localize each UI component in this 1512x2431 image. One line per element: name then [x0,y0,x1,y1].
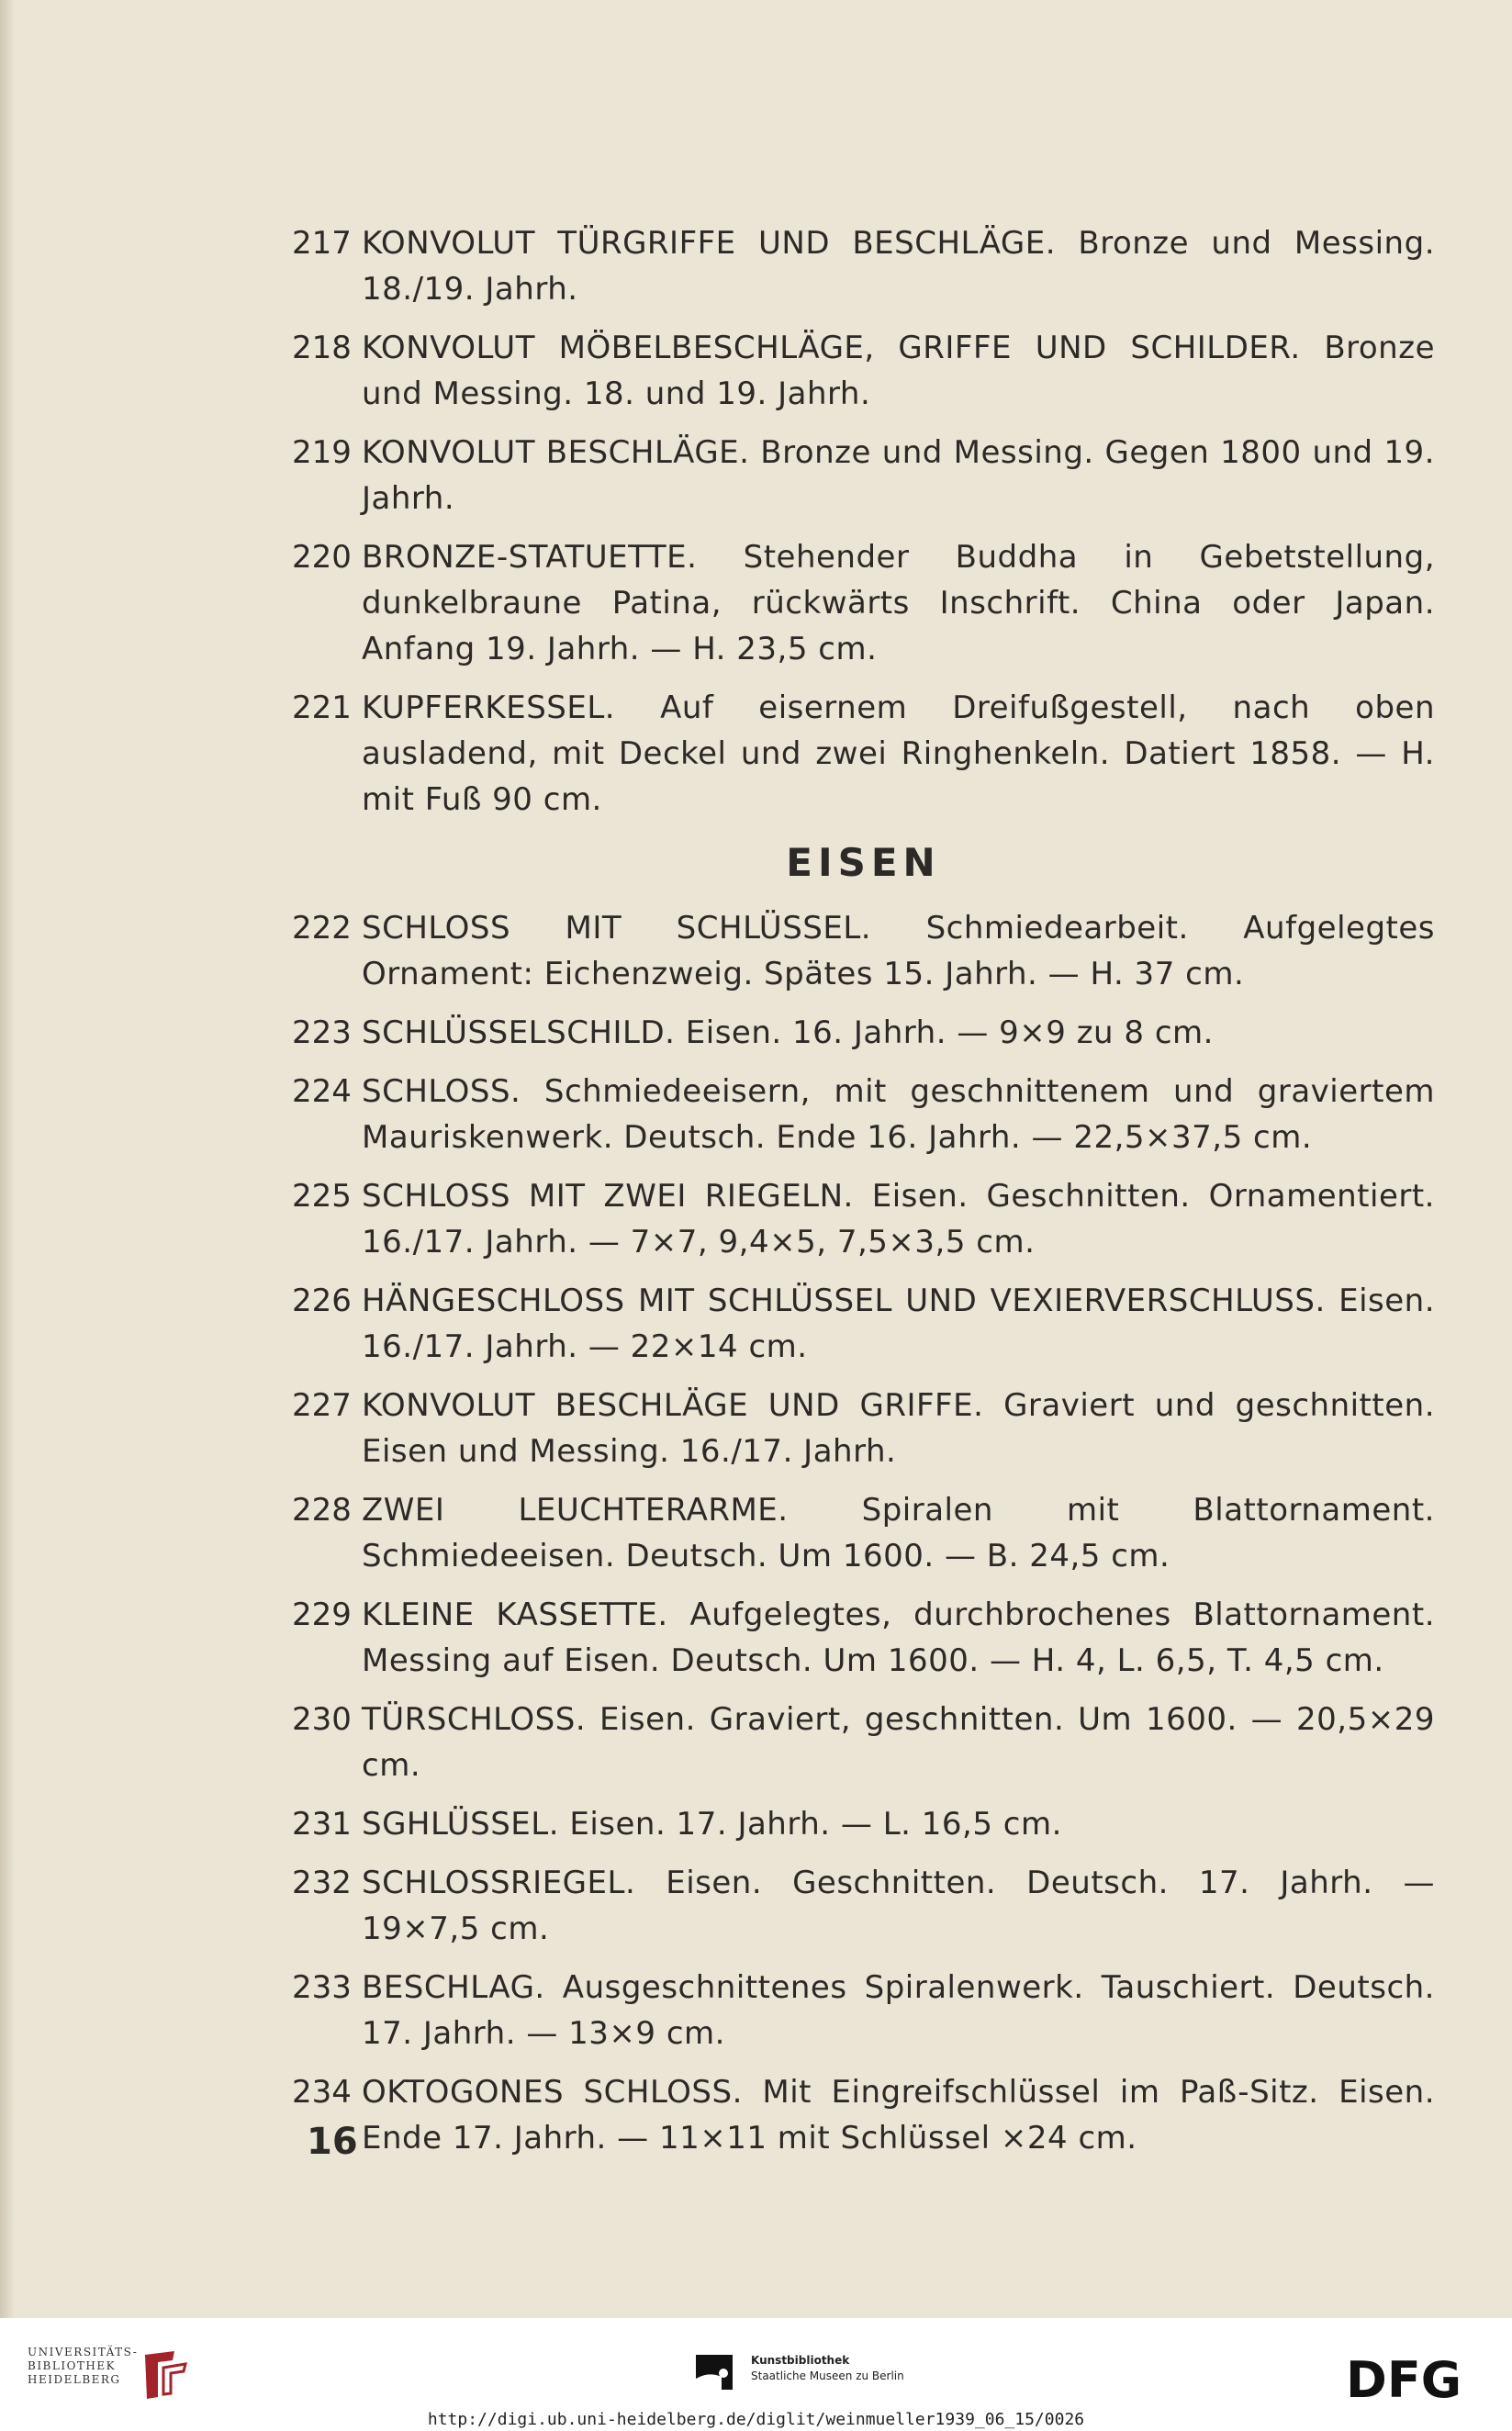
entry-text: SCHLOSSRIEGEL. Eisen. Geschnitten. Deutsch. 17. Jahrh. — 19×7,5 cm. [362,1865,1435,1947]
entry-number: 228 [292,1492,352,1529]
library-name-line: UNIVERSITÄTS- [28,2346,139,2358]
catalog-entry [292,220,1435,312]
catalog-entry [292,1487,1435,1579]
catalog-entry [292,1069,1435,1160]
entry-text: KONVOLUT TÜRGRIFFE UND BESCHLÄGE. Bronze und Messing. 18./19. Jahrh. [362,225,1435,308]
library-mark-icon [138,2347,202,2403]
entry-number: 229 [292,1596,352,1633]
kunstbibliothek-name: Kunstbibliothek [751,2354,850,2367]
entry-text: HÄNGESCHLOSS MIT SCHLÜSSEL UND VEXIERVERSCHLUSS. Eisen. 16./17. Jahrh. — 22×14 cm. [362,1283,1435,1365]
entry-text: TÜRSCHLOSS. Eisen. Graviert, geschnitten. Um 1600. — 20,5×29 cm. [362,1701,1435,1784]
digitization-footer [0,2318,1512,2431]
heidelberg-library-logo[interactable] [28,2346,211,2410]
page-number: 16 [307,2121,358,2163]
catalog-entry [292,1278,1435,1370]
catalog-entry [292,1383,1435,1474]
catalog-entry [292,2069,1435,2161]
entry-number: 227 [292,1387,352,1424]
entry-text: OKTOGONES SCHLOSS. Mit Eingreifschlüssel im Paß-Sitz. Eisen. Ende 17. Jahrh. — 11×11 mit Schlüssel ×24 cm. [362,2074,1435,2157]
catalog-entry [292,1010,1435,1056]
entry-number: 230 [292,1701,352,1738]
entry-text: KUPFERKESSEL. Auf eisernem Dreifußgestell, nach oben ausladend, mit Deckel und zwei Ringhenkeln. Datiert 1858. — H. mit Fuß 90 cm. [362,689,1435,818]
catalog-entry [292,1592,1435,1684]
entry-text: KONVOLUT BESCHLÄGE UND GRIFFE. Graviert und geschnitten. Eisen und Messing. 16./17. Jahrh. [362,1387,1435,1470]
library-name-line: BIBLIOTHEK [28,2359,117,2372]
section-heading: EISEN [786,840,941,885]
entry-number: 222 [292,910,352,947]
entry-text: BESCHLAG. Ausgeschnittenes Spiralenwerk. Tauschiert. Deutsch. 17. Jahrh. — 13×9 cm. [362,1969,1435,2052]
entry-number: 220 [292,539,352,576]
kunstbibliothek-subtitle: Staatliche Museen zu Berlin [751,2369,904,2382]
entry-number: 224 [292,1073,352,1110]
entry-number: 223 [292,1014,352,1051]
catalog-entry [292,534,1435,672]
catalog-entry [292,1801,1435,1847]
entry-number: 217 [292,225,352,262]
entry-number: 234 [292,2074,352,2111]
catalog-entry [292,685,1435,823]
catalog-entries [292,220,1435,2174]
entry-number: 233 [292,1969,352,2006]
entry-text: SCHLÜSSELSCHILD. Eisen. 16. Jahrh. — 9×9 zu 8 cm. [362,1014,1214,1051]
entry-text: ZWEI LEUCHTERARME. Spiralen mit Blattornament. Schmiedeeisen. Deutsch. Um 1600. — B. 24,5 cm. [362,1492,1435,1574]
entry-number: 231 [292,1806,352,1843]
catalog-entry [292,1860,1435,1952]
entry-text: SCHLOSS. Schmiedeeisern, mit geschnittenem und graviertem Mauriskenwerk. Deutsch. Ende 16. Jahrh. — 22,5×37,5 cm. [362,1073,1435,1156]
entry-number: 225 [292,1178,352,1215]
kunstbibliothek-text [751,2353,953,2384]
entry-text: KONVOLUT MÖBELBESCHLÄGE, GRIFFE UND SCHILDER. Bronze und Messing. 18. und 19. Jahrh. [362,330,1435,412]
entry-number: 221 [292,689,352,726]
entry-text: KLEINE KASSETTE. Aufgelegtes, durchbrochenes Blattornament. Messing auf Eisen. Deutsch. Um 1600. — H. 4, L. 6,5, T. 4,5 cm. [362,1596,1435,1679]
entry-text: SGHLÜSSEL. Eisen. 17. Jahrh. — L. 16,5 cm. [362,1806,1062,1843]
dfg-logo-text: DFG [1346,2351,1462,2406]
entry-number: 219 [292,434,352,471]
catalog-entry [292,1173,1435,1265]
kunstbibliothek-mark-icon [690,2351,738,2393]
entry-text: SCHLOSS MIT SCHLÜSSEL. Schmiedearbeit. Aufgelegtes Ornament: Eichenzweig. Spätes 15. Jahrh. — H. 37 cm. [362,910,1435,992]
entry-number: 232 [292,1865,352,1901]
entry-number: 218 [292,330,352,366]
catalog-entry [292,325,1435,417]
catalog-entry [292,905,1435,997]
permalink-url[interactable]: http://digi.ub.uni-heidelberg.de/diglit/weinmueller1939_06_15/0026 [427,2410,1085,2429]
entry-text: SCHLOSS MIT ZWEI RIEGELN. Eisen. Geschnitten. Ornamentiert. 16./17. Jahrh. — 7×7, 9,4×5, 7,5×3,5 cm. [362,1178,1435,1260]
entry-number: 226 [292,1283,352,1319]
catalog-entry [292,1697,1435,1788]
library-name-line: HEIDELBERG [28,2373,121,2386]
entry-text: KONVOLUT BESCHLÄGE. Bronze und Messing. Gegen 1800 und 19. Jahrh. [362,434,1435,517]
catalog-entry [292,430,1435,521]
entry-text: BRONZE-STATUETTE. Stehender Buddha in Gebetstellung, dunkelbraune Patina, rückwärts Inschrift. China oder Japan. Anfang 19. Jahrh. — H. 23,5 cm. [362,539,1435,667]
dfg-logo[interactable] [1346,2351,1484,2406]
catalog-entry [292,1965,1435,2056]
